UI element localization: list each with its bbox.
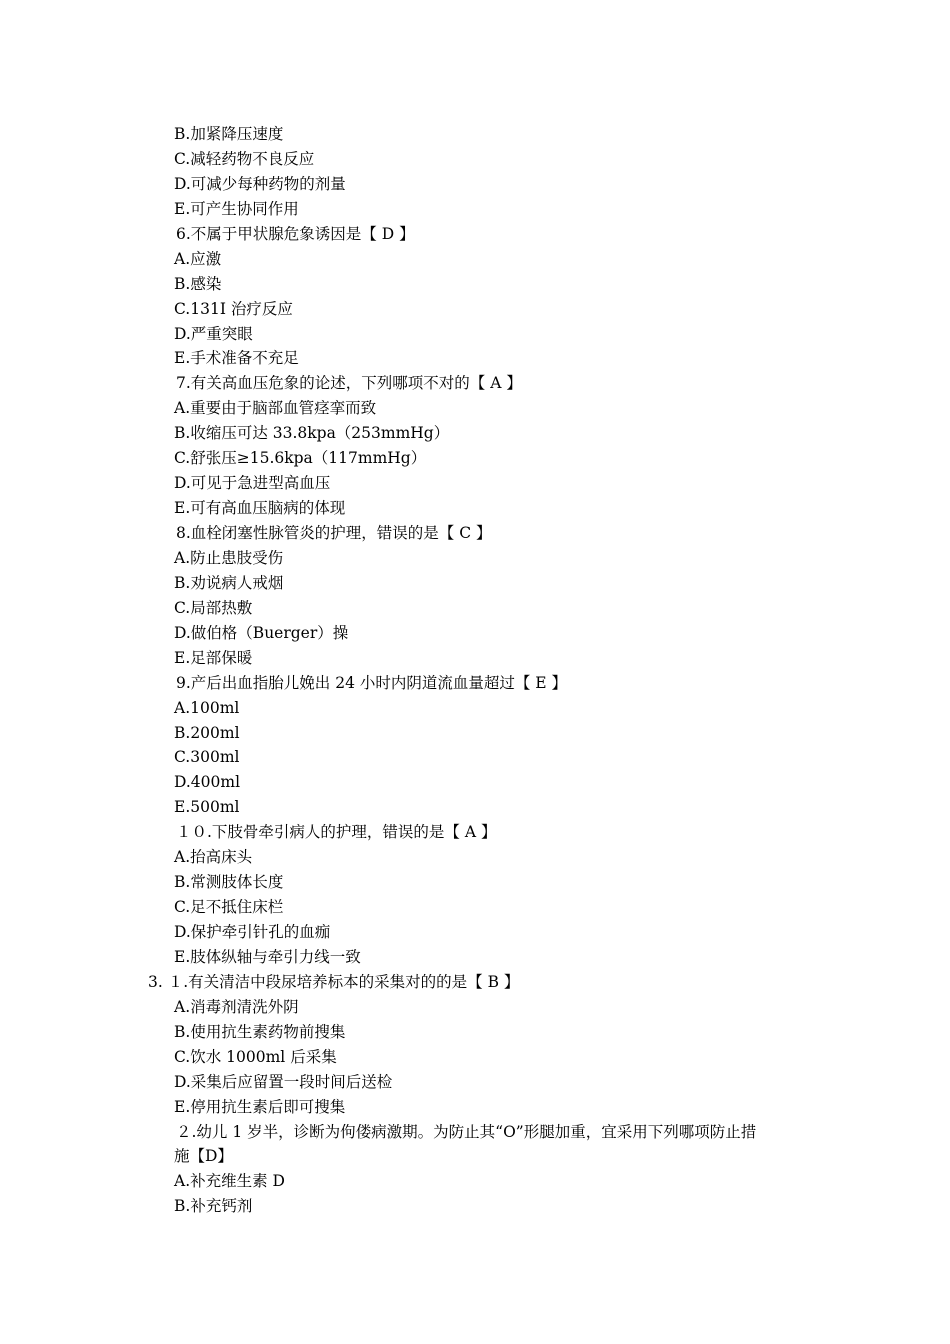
- answer-option: B.使用抗生素药物前搜集: [174, 1022, 346, 1041]
- answer-option: A.消毒剂清洗外阴: [174, 997, 299, 1016]
- answer-option: A.100ml: [174, 698, 240, 717]
- answer-option: C.饮水 1000ml 后采集: [174, 1047, 337, 1066]
- answer-option: E.手术准备不充足: [174, 349, 299, 368]
- answer-option: B.收缩压可达 33.8kpa（253mmHg）: [174, 424, 450, 443]
- answer-option: A.应激: [174, 249, 222, 268]
- answer-option: A.抬高床头: [174, 848, 253, 867]
- answer-option: C.舒张压≥15.6kpa（117mmHg）: [174, 449, 427, 468]
- answer-option: E.停用抗生素后即可搜集: [174, 1097, 346, 1116]
- section-question-stem: 3. １.有关清洁中段尿培养标本的采集对的的是【 B 】: [148, 972, 520, 991]
- answer-option: D.保护牵引针孔的血痂: [174, 923, 331, 941]
- question-stem: １０.下肢骨牵引病人的护理，错误的是【 A 】: [176, 823, 497, 842]
- answer-option: E.肢体纵轴与牵引力线一致: [174, 947, 361, 966]
- question-stem: 9.产后出血指胎儿娩出 24 小时内阴道流血量超过【 E 】: [176, 673, 568, 692]
- question-list: [0, 122, 950, 1219]
- answer-option: B.感染: [174, 274, 222, 293]
- answer-option: D.可见于急进型高血压: [174, 474, 331, 493]
- question-stem: 7.有关高血压危象的论述，下列哪项不对的【 A 】: [176, 374, 522, 393]
- answer-option: B.补充钙剂: [174, 1197, 253, 1216]
- answer-option: B.加紧降压速度: [174, 125, 284, 143]
- answer-option: B.200ml: [174, 723, 240, 742]
- answer-option: D.采集后应留置一段时间后送检: [174, 1072, 393, 1091]
- answer-option: B.劝说病人戒烟: [174, 573, 284, 592]
- question-stem: 6.不属于甲状腺危象诱因是【 D 】: [176, 224, 415, 243]
- answer-option: E.500ml: [174, 798, 240, 817]
- question-stem: ２.幼儿 1 岁半，诊断为佝偻病激期。为防止其“O”形腿加重，宜采用下列哪项防止措: [176, 1122, 757, 1141]
- answer-option: D.严重突眼: [174, 324, 253, 343]
- question-stem: 8.血栓闭塞性脉管炎的护理，错误的是【 C 】: [176, 524, 492, 542]
- answer-option: A.补充维生素 D: [174, 1172, 285, 1191]
- answer-option: C.局部热敷: [174, 598, 253, 617]
- answer-option: C.131I 治疗反应: [174, 299, 293, 318]
- answer-option: E.可有高血压脑病的体现: [174, 499, 346, 518]
- answer-option: A.防止患肢受伤: [174, 548, 284, 567]
- answer-option: A.重要由于脑部血管痉挛而致: [174, 399, 377, 418]
- answer-option: D.400ml: [174, 773, 241, 792]
- answer-option: E.足部保暖: [174, 648, 253, 667]
- answer-option: C.300ml: [174, 748, 240, 767]
- answer-option: B.常测肢体长度: [174, 873, 284, 892]
- answer-option: C.减轻药物不良反应: [174, 149, 315, 168]
- answer-option: D.做伯格（Buerger）操: [174, 623, 349, 642]
- question-stem-continuation: 施【D】: [174, 1147, 233, 1166]
- answer-option: C.足不抵住床栏: [174, 898, 284, 917]
- answer-option: E.可产生协同作用: [174, 199, 299, 218]
- answer-option: D.可减少每种药物的剂量: [174, 174, 346, 193]
